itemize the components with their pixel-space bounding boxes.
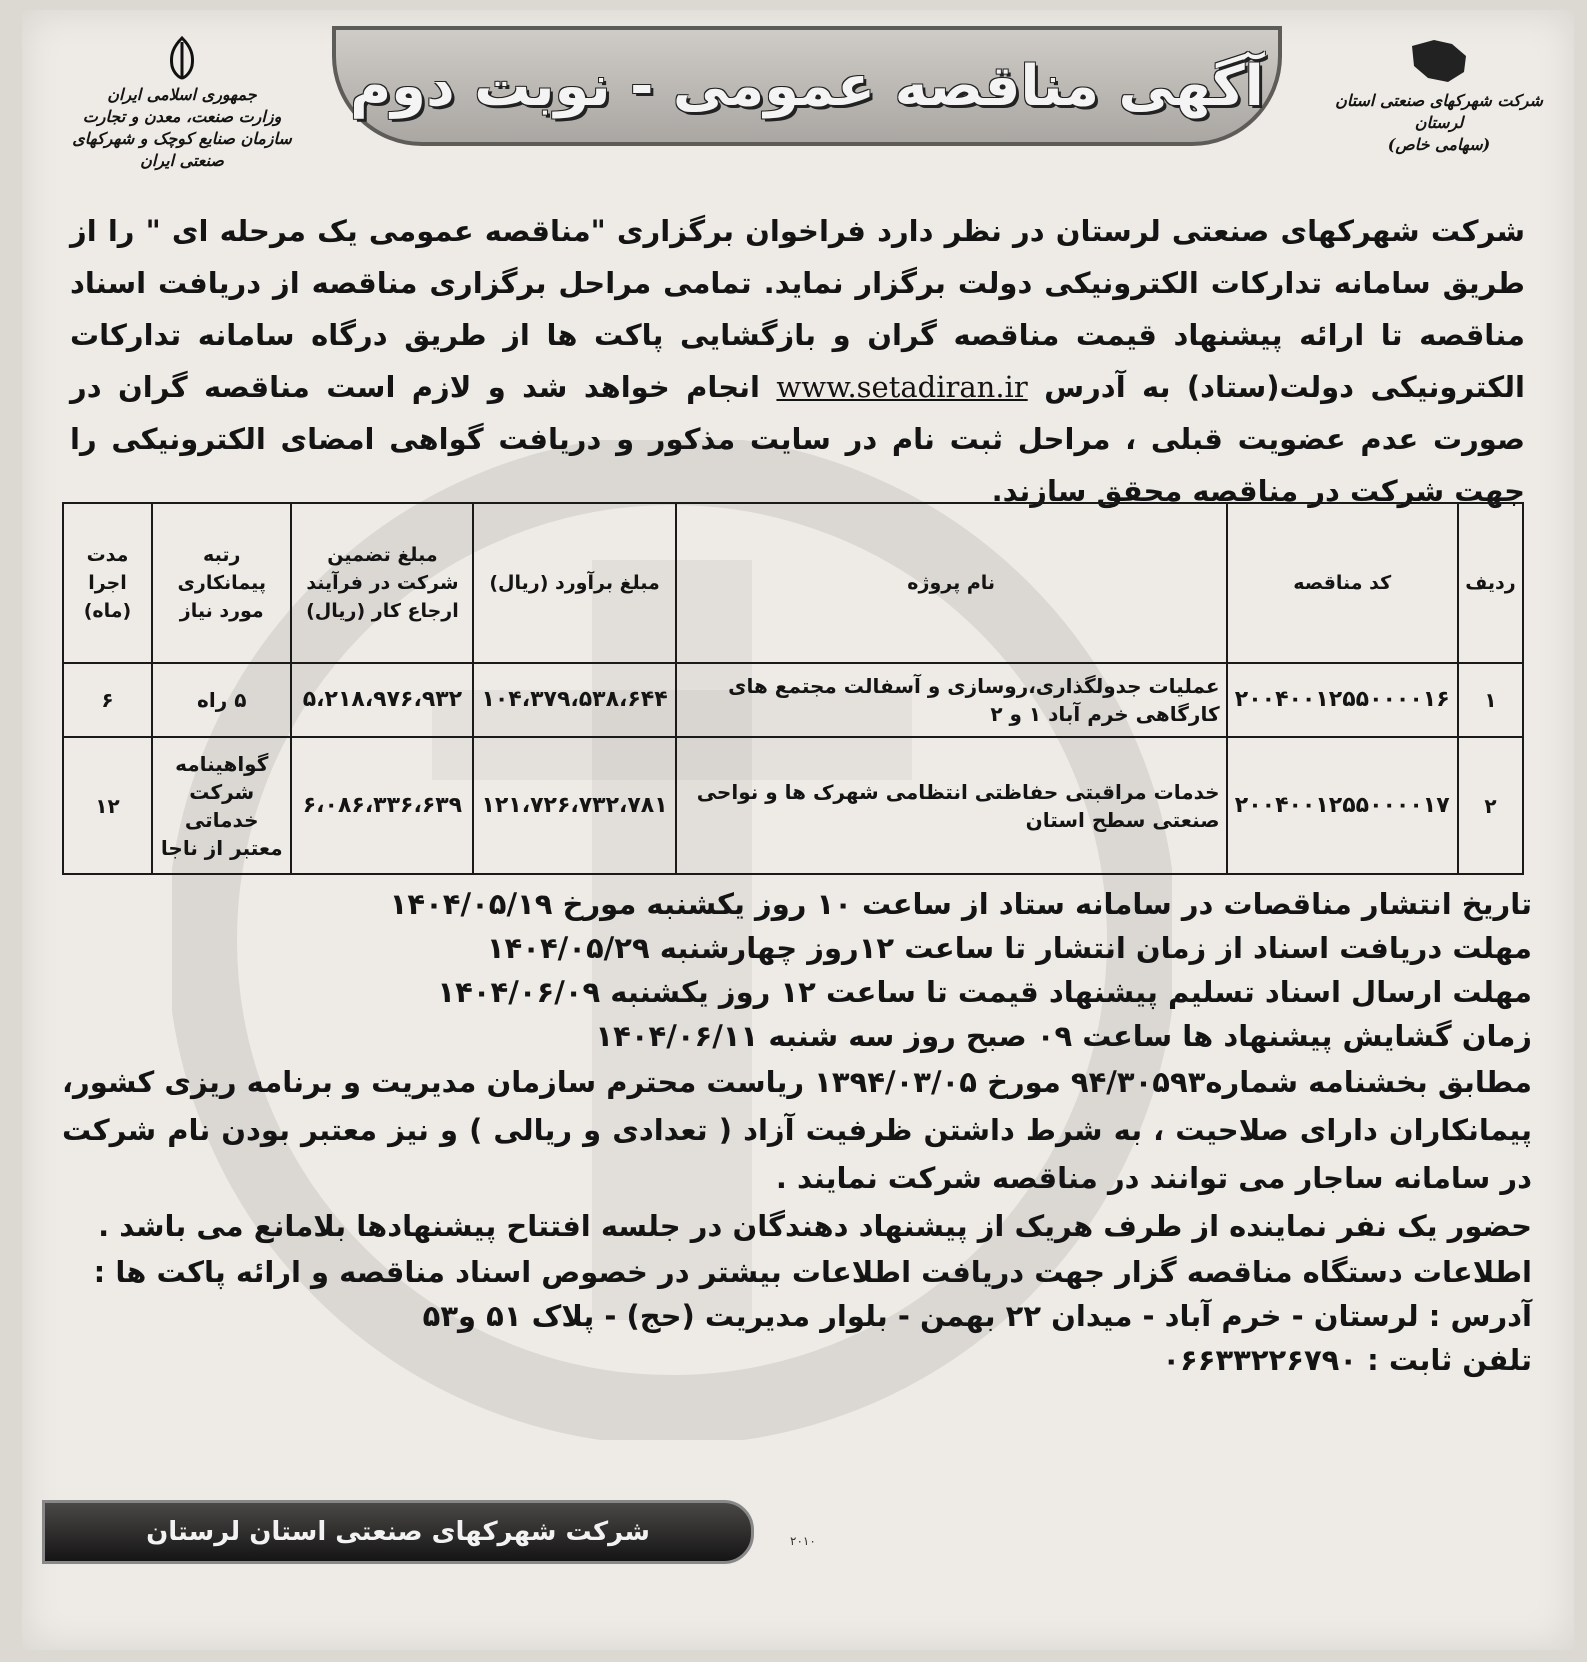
- phone-number: تلفن ثابت : ۰۶۶۳۳۲۲۶۷۹۰: [1162, 1343, 1532, 1377]
- company-logo-type: (سهامی خاص): [1387, 135, 1491, 154]
- government-emblem: [62, 36, 302, 176]
- cell-contractor-grade: گواهینامه شرکت خدماتی معتبر از ناجا: [152, 737, 291, 874]
- table-row: [63, 737, 1523, 874]
- cell-row-number: ۱: [1458, 663, 1523, 737]
- cell-duration: ۶: [63, 663, 152, 737]
- cell-tender-code: ۲۰۰۴۰۰۱۲۵۵۰۰۰۰۱۷: [1227, 737, 1458, 874]
- page-number: ۲۰۱۰: [790, 1534, 816, 1548]
- publish-date: تاریخ انتشار مناقصات در سامانه ستاد از ساعت ۱۰ روز یکشنبه مورخ ۱۴۰۴/۰۵/۱۹: [389, 887, 1532, 921]
- tender-table: [62, 502, 1524, 875]
- circular-paragraph: مطابق بخشنامه شماره۹۴/۳۰۵۹۳ مورخ ۱۳۹۴/۰۳/۰۵ ریاست محترم سازمان مدیریت و برنامه ریزی کشور، پیمانکاران دارای صلاحیت ، به شرط داشتن ظرفیت آزاد ( تعدادی و ریالی ) و نیز معتبر بودن نام شرکت در سامانه ساجار می توانند در مناقصه شرکت نمایند .: [62, 1065, 1532, 1195]
- header-project-name: نام پروژه: [676, 503, 1227, 663]
- table-header-row: [63, 503, 1523, 663]
- header-contractor-grade: رتبه پیمانکاری مورد نیاز: [152, 503, 291, 663]
- intro-paragraph: [70, 205, 1525, 517]
- attendance-paragraph: حضور یک نفر نماینده از طرف هریک از پیشنهاد دهندگان در جلسه افتتاح پیشنهادها بلامانع می باشد .: [98, 1209, 1532, 1243]
- cell-guarantee: ۵،۲۱۸،۹۷۶،۹۳۲: [291, 663, 473, 737]
- cell-duration: ۱۲: [63, 737, 152, 874]
- contact-info-heading: اطلاعات دستگاه مناقصه گزار جهت دریافت اطلاعات بیشتر در خصوص اسناد مناقصه و ارائه پاکت ها :: [93, 1255, 1532, 1289]
- iran-emblem-icon: [162, 36, 202, 80]
- header-tender-code: کد مناقصه: [1227, 503, 1458, 663]
- cell-estimate: ۱۰۴،۳۷۹،۵۳۸،۶۴۴: [473, 663, 675, 737]
- company-logo: [1334, 36, 1544, 176]
- address: آدرس : لرستان - خرم آباد - میدان ۲۲ بهمن - بلوار مدیریت (حج) - پلاک ۵۱ و۵۳: [422, 1299, 1532, 1333]
- header-duration: مدت اجرا (ماه): [63, 503, 152, 663]
- setadiran-link[interactable]: www.setadiran.ir: [776, 370, 1028, 404]
- cell-tender-code: ۲۰۰۴۰۰۱۲۵۵۰۰۰۰۱۶: [1227, 663, 1458, 737]
- cell-estimate: ۱۲۱،۷۲۶،۷۳۲،۷۸۱: [473, 737, 675, 874]
- receive-deadline: مهلت دریافت اسناد از زمان انتشار تا ساعت ۱۲روز چهارشنبه ۱۴۰۴/۰۵/۲۹: [486, 931, 1532, 965]
- iran-map-icon: [1404, 36, 1474, 86]
- emblem-line-3: سازمان صنایع کوچک و شهرکهای صنعتی ایران: [72, 129, 292, 170]
- cell-row-number: ۲: [1458, 737, 1523, 874]
- submit-deadline: مهلت ارسال اسناد تسلیم پیشنهاد قیمت تا ساعت ۱۲ روز یکشنبه ۱۴۰۴/۰۶/۰۹: [437, 975, 1532, 1009]
- intro-text-1: شرکت شهرکهای صنعتی لرستان در نظر دارد فراخوان برگزاری "مناقصه عمومی یک مرحله ای " را از طریق سامانه تدارکات الکترونیکی دولت برگزار نماید. تمامی مراحل برگزاری مناقصه از دریافت اسناد مناقصه تا ارائه پیشنهاد قیمت مناقصه گران و بازگشایی پاکت ها از طریق درگاه سامانه تدارکات الکترونیکی دولت(ستاد) به آدرس: [70, 214, 1525, 404]
- header-row-number: ردیف: [1458, 503, 1523, 663]
- company-logo-name: شرکت شهرکهای صنعتی استان لرستان: [1335, 91, 1543, 132]
- page-title: آگهی مناقصه عمومی - نوبت دوم: [350, 53, 1264, 119]
- table-row: [63, 663, 1523, 737]
- opening-time: زمان گشایش پیشنهاد ها ساعت ۰۹ صبح روز سه شنبه ۱۴۰۴/۰۶/۱۱: [595, 1019, 1532, 1053]
- newspaper-page: [22, 10, 1574, 1650]
- emblem-line-1: جمهوری اسلامی ایران: [107, 85, 257, 104]
- footer-company-name: شرکت شهرکهای صنعتی استان لرستان: [146, 1517, 650, 1547]
- footer-banner: [42, 1500, 754, 1564]
- header-estimate: مبلغ برآورد (ریال): [473, 503, 675, 663]
- cell-contractor-grade: ۵ راه: [152, 663, 291, 737]
- cell-guarantee: ۶،۰۸۶،۳۳۶،۶۳۹: [291, 737, 473, 874]
- cell-project-name: خدمات مراقبتی حفاظتی انتظامی شهرک ها و نواحی صنعتی سطح استان: [676, 737, 1227, 874]
- header-guarantee: مبلغ تضمین شرکت در فرآیند ارجاع کار (ریال): [291, 503, 473, 663]
- intro-text-2: انجام خواهد شد و لازم است مناقصه گران در صورت عدم عضویت قبلی ، مراحل ثبت نام در سایت مذکور و دریافت گواهی امضای الکترونیکی را جهت شرکت در مناقصه محقق سازند.: [70, 370, 1525, 508]
- title-banner: [332, 26, 1282, 146]
- emblem-line-2: وزارت صنعت، معدن و تجارت: [82, 107, 282, 126]
- cell-project-name: عملیات جدولگذاری،روسازی و آسفالت مجتمع های کارگاهی خرم آباد ۱ و ۲: [676, 663, 1227, 737]
- tender-details: [62, 882, 1532, 1382]
